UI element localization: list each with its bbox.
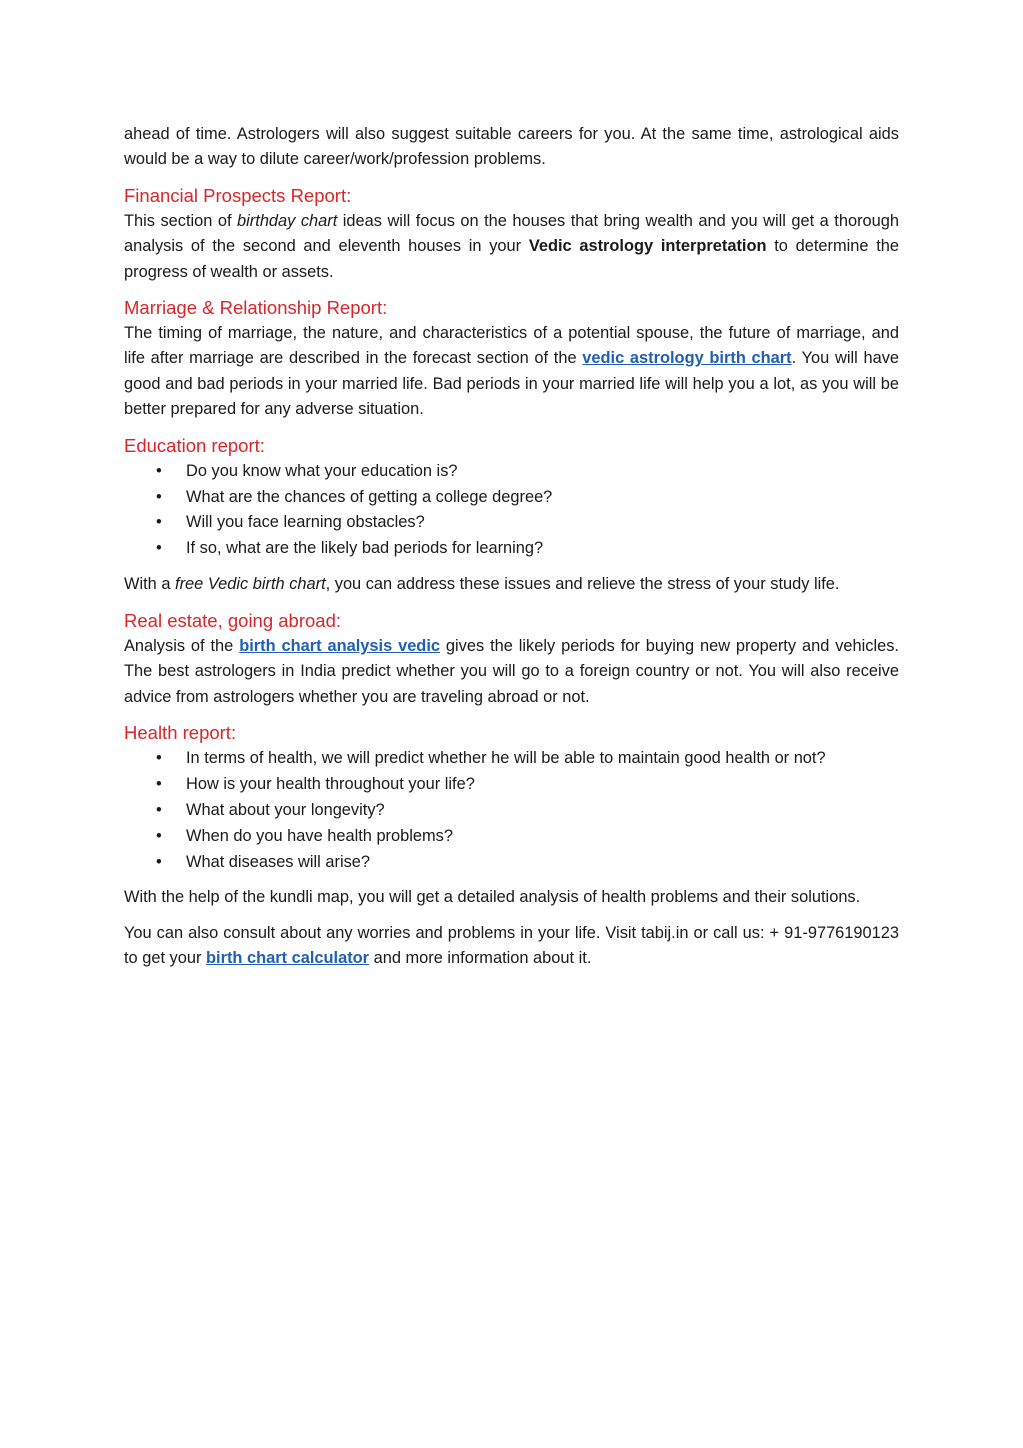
marriage-heading: Marriage & Relationship Report:	[124, 297, 388, 319]
education-paragraph	[124, 572, 899, 597]
birth-chart-calculator-link[interactable]: birth chart calculator	[206, 949, 370, 968]
list-item	[124, 485, 899, 511]
list-item-text: Do you know what your education is?	[186, 461, 458, 480]
health-heading: Health report:	[124, 721, 237, 743]
italic-term: free Vedic birth chart	[175, 575, 326, 594]
bullet-icon: •	[156, 800, 162, 819]
list-item	[124, 772, 899, 798]
text-run: and more information about it.	[369, 949, 592, 968]
bullet-icon: •	[156, 461, 162, 480]
list-item-text: When do you have health problems?	[186, 826, 453, 845]
list-item	[124, 459, 899, 485]
bullet-icon: •	[156, 826, 162, 845]
list-item-text: Will you face learning obstacles?	[186, 513, 425, 532]
text-run: ideas will focus on the houses that bring wealth and you will get a thorough analysis of the second and eleventh houses in your	[124, 211, 899, 256]
list-item-text: In terms of health, we will predict whether he will be able to maintain good health or not?	[186, 748, 826, 767]
list-item-text: What about your longevity?	[186, 800, 385, 819]
list-item	[124, 824, 899, 850]
financial-paragraph	[124, 209, 899, 285]
list-item	[124, 510, 899, 536]
text-run: , you can address these issues and relieve the stress of your study life.	[325, 575, 840, 594]
text-run: This section of	[124, 211, 238, 230]
text-run: The timing of marriage, the nature, and characteristics of a potential spouse, the future of marriage, and life after marriage are described in the forecast section of the	[124, 324, 899, 368]
bullet-icon: •	[156, 539, 162, 558]
financial-heading: Financial Prospects Report:	[124, 184, 352, 206]
list-item	[124, 798, 899, 824]
realestate-heading: Real estate, going abroad:	[124, 609, 342, 631]
text-run: gives the likely periods for buying new property and vehicles. The best astrologers in India predict whether you will go to a foreign country or not. You will also receive advice from astrologers whether you are traveling abroad or not.	[124, 636, 899, 706]
list-item-text: What diseases will arise?	[186, 852, 371, 871]
bullet-icon: •	[156, 852, 162, 871]
bullet-icon: •	[156, 774, 162, 793]
education-list	[124, 459, 899, 563]
text-run: With a	[124, 575, 176, 594]
intro-paragraph: ahead of time. Astrologers will also suggest suitable careers for you. At the same time, astrological aids would be a way to dilute career/work/profession problems.	[124, 125, 899, 169]
text-run: . You will have good and bad periods in your married life. Bad periods in your married life will help you a lot, as you will be better prepared for any adverse situation.	[124, 349, 900, 419]
vedic-astrology-birth-chart-link[interactable]: vedic astrology birth chart	[582, 349, 792, 368]
text-run: to determine the progress of wealth or assets.	[124, 237, 899, 281]
birth-chart-analysis-vedic-link[interactable]: birth chart analysis vedic	[239, 636, 440, 655]
bullet-icon: •	[156, 487, 162, 506]
bullet-icon: •	[156, 513, 162, 532]
text-run: You can also consult about any worries and problems in your life. Visit tabij.in or call us: + 91-9776190123 to get your	[124, 923, 899, 968]
health-paragraph: With the help of the kundli map, you will get a detailed analysis of health problems and their solutions.	[124, 888, 861, 907]
education-heading: Education report:	[124, 434, 265, 456]
list-item-text: How is your health throughout your life?	[186, 774, 475, 793]
health-list	[124, 746, 899, 876]
list-item-text: If so, what are the likely bad periods for learning?	[186, 539, 544, 558]
list-item-text: What are the chances of getting a college degree?	[186, 487, 553, 506]
marriage-paragraph	[124, 321, 899, 423]
closing-paragraph	[124, 921, 899, 972]
document-page	[124, 122, 899, 982]
italic-term: birthday chart	[237, 211, 338, 230]
list-item	[124, 536, 899, 562]
realestate-paragraph	[124, 634, 899, 710]
bullet-icon: •	[156, 748, 162, 767]
list-item	[124, 850, 899, 876]
bold-term: Vedic astrology interpretation	[528, 237, 767, 256]
list-item	[124, 746, 899, 772]
text-run: Analysis of the	[124, 636, 240, 655]
